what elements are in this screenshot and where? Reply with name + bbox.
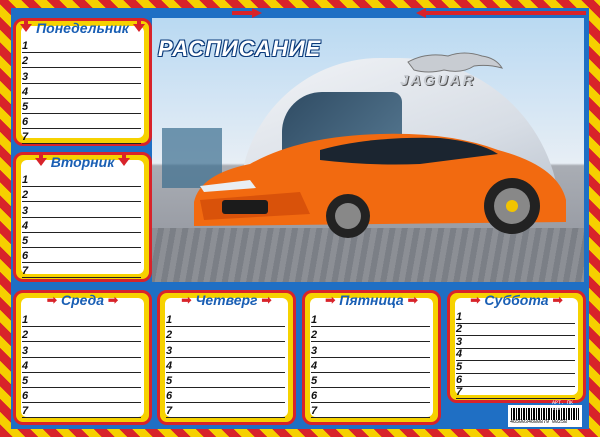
line-number: 6: [22, 390, 29, 403]
line-number: 1: [311, 314, 318, 327]
lesson-line[interactable]: [22, 263, 141, 278]
brand-logo-text: JAGUAR: [400, 72, 476, 89]
orange-sports-car: [180, 130, 572, 238]
line-number: 1: [456, 310, 463, 323]
article-number: АРТ. ПК 208: [552, 400, 574, 412]
day-header: [19, 19, 146, 37]
line-number: 2: [311, 329, 318, 342]
day-card-thursday: [157, 290, 296, 425]
line-number: 2: [166, 329, 173, 342]
line-number: 3: [456, 335, 463, 348]
arrow-right-icon: ➡: [407, 293, 418, 307]
line-number: 6: [166, 390, 173, 403]
arrow-left-icon: [416, 8, 586, 18]
lesson-lines: [22, 38, 141, 144]
lesson-line[interactable]: [311, 312, 430, 327]
day-header: [19, 291, 146, 309]
line-number: 5: [22, 374, 29, 387]
lesson-lines: [166, 312, 285, 418]
line-number: 1: [22, 174, 29, 187]
day-header: [308, 291, 435, 309]
arrow-right-icon: ➡: [470, 293, 481, 307]
day-title: Вторник: [50, 154, 115, 170]
line-number: 3: [22, 344, 29, 357]
line-number: 3: [22, 204, 29, 217]
lesson-line[interactable]: [22, 129, 141, 144]
day-title: Суббота: [484, 292, 549, 308]
day-card-saturday: [447, 290, 586, 403]
lesson-line[interactable]: [311, 403, 430, 418]
lesson-lines: [22, 172, 141, 278]
line-number: 6: [456, 373, 463, 386]
lesson-line[interactable]: [22, 388, 141, 403]
day-title: Четверг: [195, 292, 258, 308]
lesson-line[interactable]: [166, 312, 285, 327]
line-number: 4: [166, 359, 173, 372]
lesson-line[interactable]: [166, 327, 285, 342]
arrow-down-icon: [35, 158, 47, 166]
line-number: 4: [311, 359, 318, 372]
day-title: Понедельник: [36, 20, 129, 36]
arrow-down-icon: [118, 158, 130, 166]
lesson-line[interactable]: [311, 388, 430, 403]
lesson-line[interactable]: [22, 53, 141, 68]
barcode: [508, 400, 582, 427]
lesson-line[interactable]: [22, 187, 141, 202]
line-number: 4: [456, 348, 463, 361]
line-number: 4: [22, 85, 29, 98]
lesson-line[interactable]: [456, 361, 575, 374]
line-number: 7: [166, 405, 173, 418]
lesson-line[interactable]: [22, 373, 141, 388]
lesson-line[interactable]: [311, 327, 430, 342]
line-number: 7: [22, 131, 29, 144]
arrow-right-icon: ➡: [325, 293, 336, 307]
line-number: 2: [22, 189, 29, 202]
lesson-line[interactable]: [22, 38, 141, 53]
lesson-lines: [311, 312, 430, 418]
lesson-line[interactable]: [456, 324, 575, 337]
arrow-right-icon: ➡: [552, 293, 563, 307]
arrow-down-icon: [133, 24, 145, 32]
arrow-right-icon: ➡: [108, 293, 119, 307]
line-number: 4: [22, 219, 29, 232]
barcode-number: 4650034680879: [510, 419, 550, 425]
line-number: 5: [22, 100, 29, 113]
lesson-line[interactable]: [22, 248, 141, 263]
line-number: 6: [311, 390, 318, 403]
lesson-line[interactable]: [166, 403, 285, 418]
line-number: 5: [311, 374, 318, 387]
day-card-tuesday: [13, 152, 152, 282]
line-number: 7: [456, 386, 463, 399]
day-header: [19, 153, 146, 171]
day-header: [453, 291, 580, 309]
lesson-line[interactable]: [311, 373, 430, 388]
lesson-line[interactable]: [166, 388, 285, 403]
lesson-line[interactable]: [456, 311, 575, 324]
arrow-right-icon: ➡: [46, 293, 57, 307]
lesson-line[interactable]: [22, 218, 141, 233]
lesson-line[interactable]: [456, 387, 575, 400]
lesson-lines: [22, 312, 141, 418]
lesson-line[interactable]: [166, 342, 285, 357]
line-number: 5: [166, 374, 173, 387]
line-number: 1: [22, 314, 29, 327]
lesson-line[interactable]: [22, 68, 141, 83]
line-number: 1: [22, 40, 29, 53]
line-number: 3: [22, 70, 29, 83]
lesson-line[interactable]: [22, 233, 141, 248]
day-card-monday: [13, 18, 152, 146]
line-number: 5: [22, 234, 29, 247]
line-number: 2: [22, 329, 29, 342]
lesson-line[interactable]: [22, 99, 141, 114]
line-number: 7: [22, 265, 29, 278]
lesson-line[interactable]: [456, 374, 575, 387]
lesson-line[interactable]: [22, 403, 141, 418]
lesson-line[interactable]: [311, 342, 430, 357]
lesson-lines: [456, 311, 575, 399]
lesson-line[interactable]: [166, 373, 285, 388]
day-card-friday: [302, 290, 441, 425]
line-number: 6: [22, 116, 29, 129]
lesson-line[interactable]: [311, 358, 430, 373]
line-number: 2: [456, 323, 463, 336]
line-number: 4: [22, 359, 29, 372]
hero-photo: [152, 18, 584, 282]
day-header: [163, 291, 290, 309]
line-number: 7: [311, 405, 318, 418]
line-number: 5: [456, 360, 463, 373]
arrow-right-icon: [232, 8, 262, 18]
lesson-line[interactable]: [166, 358, 285, 373]
lesson-line[interactable]: [22, 358, 141, 373]
lesson-line[interactable]: [22, 172, 141, 187]
line-number: 2: [22, 55, 29, 68]
arrow-down-icon: [20, 24, 32, 32]
barcode-code: 00258: [552, 419, 568, 425]
line-number: 7: [22, 405, 29, 418]
lesson-line[interactable]: [22, 342, 141, 357]
line-number: 1: [166, 314, 173, 327]
lesson-line[interactable]: [22, 327, 141, 342]
line-number: 6: [22, 250, 29, 263]
lesson-line[interactable]: [456, 336, 575, 349]
lesson-line[interactable]: [22, 202, 141, 217]
lesson-line[interactable]: [22, 114, 141, 129]
lesson-line[interactable]: [456, 349, 575, 362]
page-title: РАСПИСАНИЕ: [158, 36, 322, 61]
day-card-wednesday: [13, 290, 152, 425]
line-number: 3: [166, 344, 173, 357]
arrow-right-icon: ➡: [261, 293, 272, 307]
lesson-line[interactable]: [22, 84, 141, 99]
lesson-line[interactable]: [22, 312, 141, 327]
line-number: 3: [311, 344, 318, 357]
arrow-right-icon: ➡: [181, 293, 192, 307]
day-title: Пятница: [339, 292, 404, 308]
day-title: Среда: [60, 292, 105, 308]
